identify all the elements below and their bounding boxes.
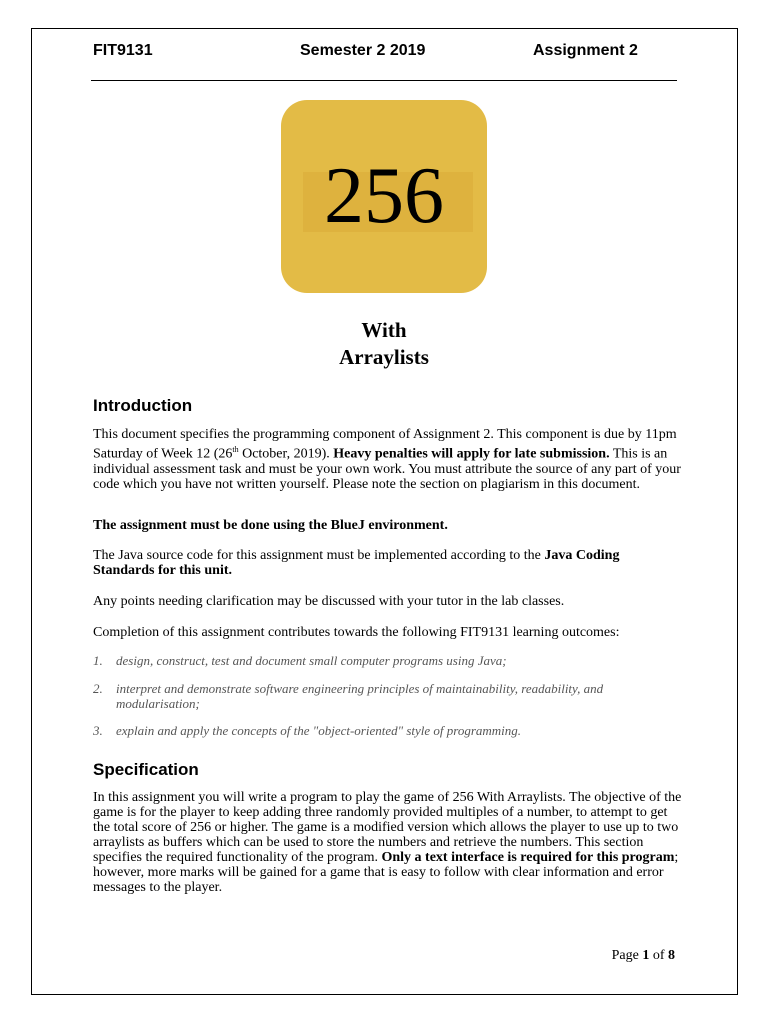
spec-p1-bold: Only a text interface is required for this program — [381, 850, 675, 865]
intro-paragraph-4: Any points needing clarification may be discussed with your tutor in the lab classes. — [93, 594, 565, 609]
outcome-text: design, construct, test and document small computer programs using Java; — [116, 653, 507, 668]
outcome-item — [93, 723, 683, 738]
spec-paragraph-1 — [93, 790, 683, 895]
course-code: FIT9131 — [93, 42, 153, 59]
intro-p1-text-b: October, 2019). — [238, 446, 334, 462]
page-of: of — [649, 948, 668, 963]
outcome-item — [93, 653, 683, 668]
intro-p3-text: The Java source code for this assignment must be implemented according to the — [93, 548, 545, 563]
spec-p1-text-b: ; however, more marks will be gained for a game that is easy to follow with clear information and error messages to the player. — [93, 850, 679, 895]
outcome-number: 3. — [93, 723, 103, 738]
introduction-heading: Introduction — [93, 396, 193, 415]
spec-p1-text-a: In this assignment you will write a program to play the game of 256 With Arraylists. The objective of the game is for the player to keep adding three randomly provided multiples of a number, to attempt to get the total score of 256 or higher. The game is a modified version which allows the player to use up to two arraylists as buffers which can be used to store the numbers and retrieve the numbers. This section specifies the required functionality of the program. — [93, 790, 682, 865]
title-line-1: With — [361, 318, 407, 342]
total-pages: 8 — [668, 948, 675, 963]
intro-paragraph-3 — [93, 548, 683, 578]
intro-paragraph-2: The assignment must be done using the BlueJ environment. — [93, 518, 448, 533]
logo-tile — [281, 100, 487, 293]
intro-paragraph-1 — [93, 427, 683, 492]
outcome-number: 1. — [93, 653, 103, 668]
outcome-number: 2. — [93, 681, 103, 696]
intro-paragraph-5: Completion of this assignment contributes towards the following FIT9131 learning outcomes: — [93, 625, 620, 640]
logo-number: 256 — [324, 152, 444, 240]
semester-label: Semester 2 2019 — [300, 42, 426, 59]
specification-heading: Specification — [93, 760, 199, 779]
intro-p1-bold: Heavy penalties will apply for late submission. — [333, 446, 610, 462]
intro-p1-text-c: This is an individual assessment task and must be your own work. You must attribute the source of any part of your code which you have not written yourself. Please note the section on plagiarism in this document. — [93, 446, 681, 492]
current-page: 1 — [642, 948, 650, 963]
outcome-item — [93, 681, 683, 711]
intro-p1-superscript: th — [232, 445, 239, 454]
title-line-2: Arraylists — [339, 345, 429, 369]
outcome-text: interpret and demonstrate software engineering principles of maintainability, readability, and modularisation; — [116, 681, 604, 711]
outcome-text: explain and apply the concepts of the "object-oriented" style of programming. — [116, 723, 522, 738]
assignment-label: Assignment 2 — [533, 42, 638, 59]
page-number — [560, 948, 675, 964]
page-prefix: Page — [611, 948, 643, 963]
header-rule — [91, 80, 677, 81]
intro-p1-text-a: This document specifies the programming component of Assignment 2. This component is due by 11pm Saturday of Week 12 (26 — [93, 427, 677, 462]
intro-p3-bold: Java Coding Standards for this unit. — [93, 548, 620, 578]
